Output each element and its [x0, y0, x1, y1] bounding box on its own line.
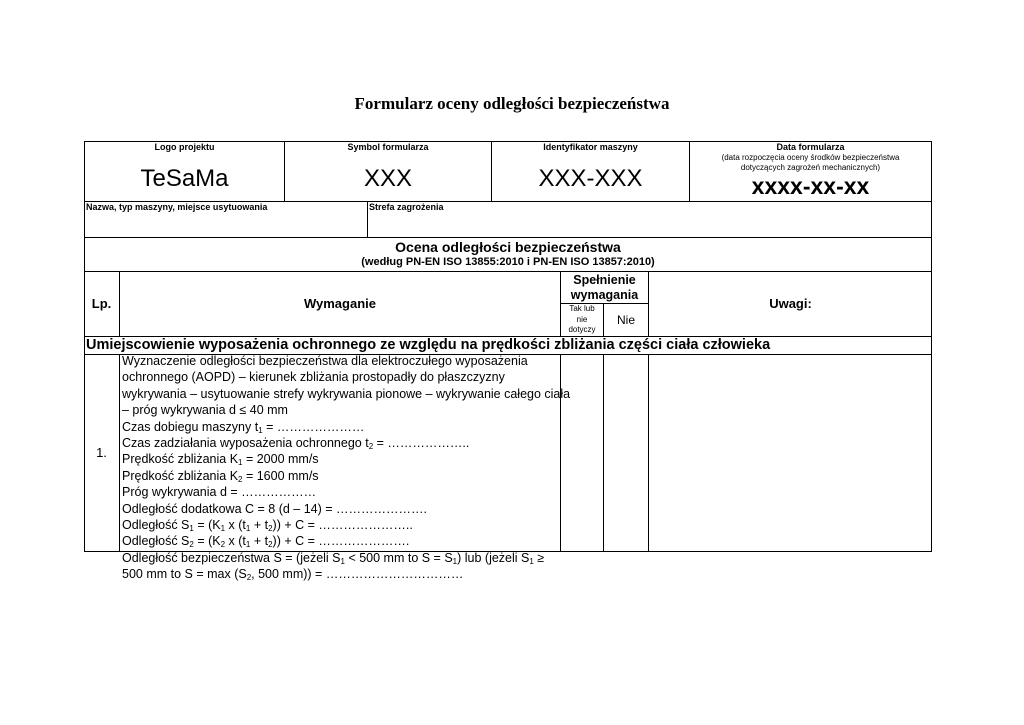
text-line: – próg wykrywania d ≤ 40 mm — [122, 403, 288, 418]
column-no: Nie — [616, 313, 635, 327]
machine-id-value: XXX-XXX — [538, 165, 643, 192]
text-line: Czas dobiegu maszyny $t_1$ = ………………… — [122, 419, 365, 435]
date-value: xxxx-xx-xx — [751, 173, 870, 199]
machine-name-label: Nazwa, typ maszyny, miejsce usytuowania — [86, 202, 268, 212]
text-line: Odległość dodatkowa C = 8 (d – 14) = …………………. — [122, 501, 427, 516]
text-line: Próg wykrywania d = ……………… — [122, 485, 317, 500]
section-title: Ocena odległości bezpieczeństwa — [395, 239, 621, 255]
symbol-label: Symbol formularza — [347, 142, 429, 152]
date-label: Data formularza — [776, 142, 845, 152]
column-requirement: Wymaganie — [303, 296, 376, 311]
text-line: Odległość $S_2 = (K_2$ x $(t_1 + t_2)) + C$ = …………………. — [122, 534, 410, 550]
date-note: dotyczących zagrożeń mechanicznych) — [740, 163, 881, 172]
column-yes — [561, 304, 603, 336]
text-line: ochronnego (AOPD) – kierunek zbliżania prostopadły do płaszczyzny — [122, 370, 505, 385]
column-yes-line: nie — [576, 314, 588, 324]
text-line: wykrywania – usytuowanie strefy wykrywania pionowe – wykrywanie całego ciała — [122, 386, 571, 401]
text-line: Odległość bezpieczeństwa S = (jeżeli $S_1 < 500$ mm to $S = S_1$) lub (jeżeli $S_1$ ≥ — [122, 550, 545, 566]
text-line: 500 mm to $S = \max (S_2$, 500 mm)) = …………………………… — [122, 567, 464, 583]
divider — [367, 201, 368, 238]
text-line: Prędkość zbliżania $K_2 = 1600$ mm/s — [122, 468, 319, 484]
divider — [648, 354, 649, 552]
column-yes-line: dotyczy — [568, 325, 596, 334]
logo-value: TeSaMa — [140, 165, 229, 192]
requirement-text — [122, 353, 571, 583]
column-fulfilment-line: wymagania — [570, 288, 639, 302]
text-line: Czas zadziałania wyposażenia ochronnego $t_2$ = ……………….. — [122, 436, 470, 452]
text-line: Wyznaczenie odległości bezpieczeństwa dla elektroczułego wyposażenia — [122, 354, 528, 368]
text-line: Prędkość zbliżania $K_1 = 2000$ mm/s — [122, 452, 319, 468]
column-fulfilment-line: Spełnienie — [573, 273, 636, 287]
text-line: Odległość $S_1 = (K_1$ x $(t_1 + t_2)) + C$ = ………………….. — [122, 518, 413, 534]
row-lp: 1. — [96, 445, 107, 460]
divider — [119, 354, 120, 552]
column-fulfilment — [561, 273, 648, 303]
group-title: Umiejscowienie wyposażenia ochronnego ze względu na prędkości zbliżania części ciała człowieka — [86, 337, 771, 353]
logo-label: Logo projektu — [154, 142, 215, 152]
machine-id-label: Identyfikator maszyny — [543, 142, 638, 152]
column-yes-line: Tak lub — [569, 304, 595, 313]
divider — [560, 354, 561, 552]
column-notes: Uwagi: — [769, 296, 812, 311]
form-title: Formularz oceny odległości bezpieczeństwa — [354, 94, 670, 113]
section-subtitle: (według PN-EN ISO 13855:2010 i PN-EN ISO 13857:2010) — [361, 256, 655, 268]
symbol-value: XXX — [363, 165, 413, 192]
date-note: (data rozpoczęcia oceny środków bezpieczeństwa — [721, 153, 900, 162]
column-lp: Lp. — [91, 296, 112, 311]
hazard-zone-label: Strefa zagrożenia — [369, 202, 444, 212]
divider — [603, 354, 604, 552]
